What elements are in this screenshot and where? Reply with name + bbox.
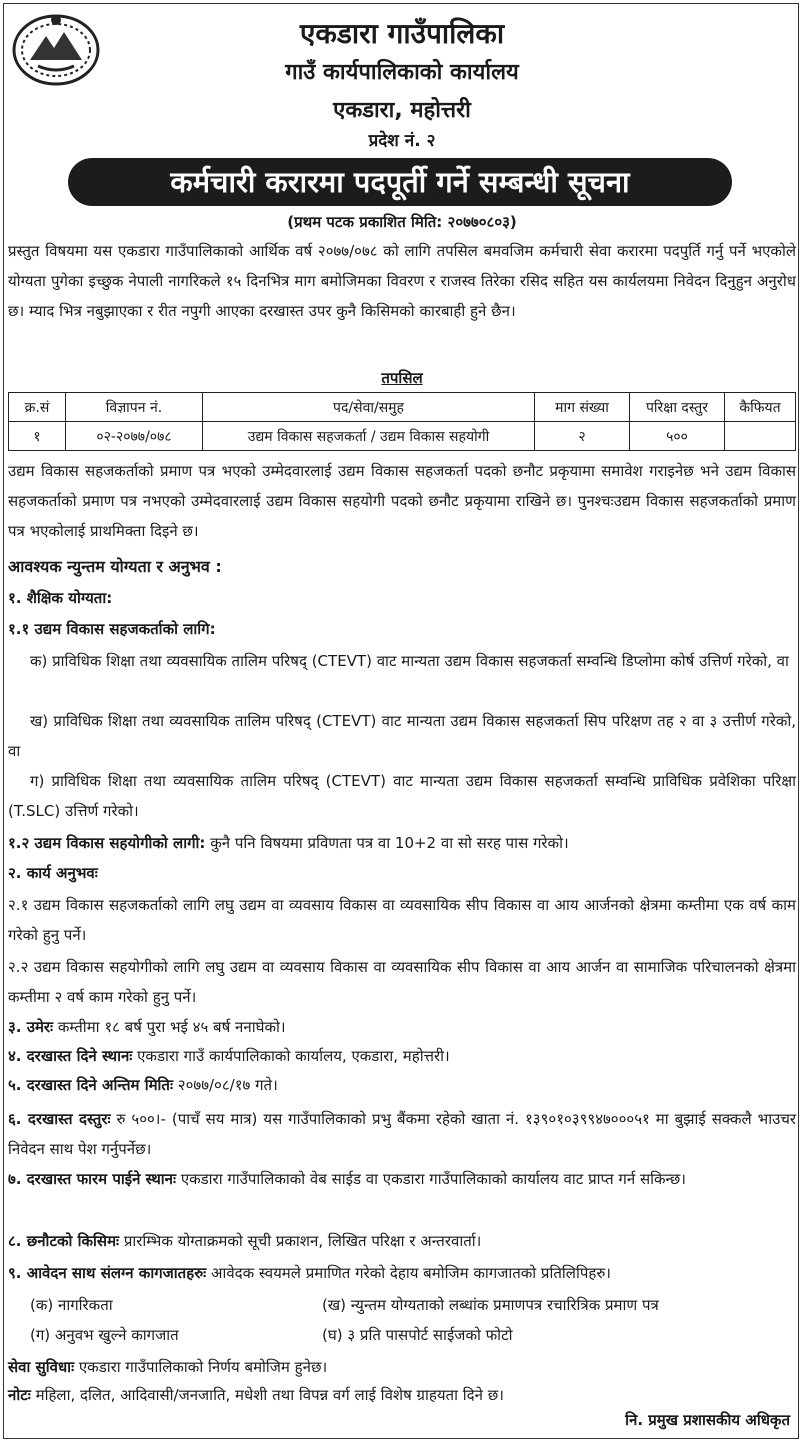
table-cell: २ [535, 422, 630, 451]
intro-paragraph: प्रस्तुत विषयमा यस एकडारा गाउँपालिकाको आर्थिक वर्ष २०७७/०७८ को लागि तपसिल बमवजिम कर्मचारी सेवा करारमा पदपुर्ति गर्नु पर्ने भएकोले योग्यता पुगेका इच्छुक नेपाली नागरिकले १५ दिनभित्र माग बमोजिमका विवरण र राजस्व तिरेका रसिद सहित यस कार्यलयमा निवेदन दिनुहुन अनुरोध छ। म्याद भित्र नबुझाएका र रीत नपुगी आएका दरखास्त उपर कुनै किसिमको कारबाही हुने छैन। [8, 242, 796, 320]
table-cell: ०२-२०७७/०७८ [66, 422, 203, 451]
deadline-label: ५. दरखास्त दिने अन्तिम मितिः [8, 1076, 174, 1094]
deadline-text: २०७७/०८/१७ गते। [177, 1076, 278, 1094]
publish-date: (प्रथम पटक प्रकाशित मिति: २०७७०८०३) [287, 213, 517, 231]
fee-text: रु ५००।- (पाचँ सय मात्र) यस गाउँपालिकाको प्रभु बैंकमा रहेको खाता नं. १३९०१०३९९४७०००५१ मा बुझाई सक्कलै भाउचर निवेदन साथ पेश गर्नुपर्नेछ। [8, 1110, 796, 1158]
section-1-1: १.१ उद्यम विकास सहजकर्ताको लागि: [8, 620, 216, 638]
fee-label: ६. दरखास्त दस्तुरः [8, 1110, 111, 1128]
age-text: कम्तीमा १८ बर्ष पुरा भई ४५ बर्ष ननाघेको। [57, 1018, 286, 1036]
place-row [8, 1043, 450, 1069]
place-text: एकडारा गाउँ कार्यपालिकाको कार्यालय, एकडारा, महोत्तरी। [137, 1047, 450, 1065]
documents-row [8, 1260, 611, 1286]
table-header-cell: क्र.सं [9, 393, 66, 422]
place-label: ४. दरखास्त दिने स्थानः [8, 1047, 133, 1065]
doc-item-gha: (घ) ३ प्रति पासपोर्ट साईजको फोटो [322, 1326, 513, 1344]
documents-label: ९. आवेदन साथ संलग्न कागजातहरुः [8, 1264, 207, 1282]
table-cell: उद्यम विकास सहजकर्ता / उद्यम विकास सहयोगी [203, 422, 535, 451]
qualification-ga: ग) प्राविधिक शिक्षा तथा व्यवसायिक तालिम परिषद् (CTEVT) वाट मान्यता उद्यम विकास सहजकर्ता सम्वन्धि प्राविधिक प्रवेशिका परिक्षा (T.SLC) उत्तिर्ण गरेको। [8, 772, 796, 820]
note-text: महिला, दलित, आदिवासी/जनजाति, मधेशी तथा विपन्न वर्ग लाई विशेष ग्राहयता दिने छ। [35, 1386, 504, 1404]
form-label: ७. दरखास्त फारम पाईने स्थानः [8, 1170, 177, 1188]
section-1-2-label: १.२ उद्यम विकास सहयोगीको लागी: [8, 834, 206, 852]
documents-text: आवेदक स्वयमले प्रमाणित गरेको देहाय बमोजिम कागजातको प्रतिलिपिहरु। [210, 1264, 611, 1282]
selection-text: प्रारम्भिक योग्ताक्रमको सूची प्रकाशन, लिखित परिक्षा र अन्तरवार्ता। [123, 1232, 482, 1250]
service-text: एकडारा गाउँपालिकाको निर्णय बमोजिम हुनेछ। [78, 1358, 328, 1376]
table-header-cell: कैफियत [725, 393, 796, 422]
service-label: सेवा सुविधाः [8, 1358, 75, 1376]
notice-title: कर्मचारी करारमा पदपूर्ती गर्ने सम्बन्धी सूचना [68, 158, 732, 206]
service-row [8, 1354, 327, 1380]
section-education: १. शैक्षिक योग्यता: [8, 589, 113, 607]
section-experience: २. कार्य अनुभवः [8, 864, 98, 882]
vacancy-table [8, 392, 796, 451]
selection-label: ८. छनौटको किसिमः [8, 1232, 120, 1250]
office-name: गाउँ कार्यपालिकाको कार्यालय [285, 60, 519, 85]
table-cell: १ [9, 422, 66, 451]
table-cell [725, 422, 796, 451]
signature: नि. प्रमुख प्रशासकीय अधिकृत [625, 1411, 790, 1429]
requirements-heading: आवश्यक न्युन्तम योग्यता र अनुभव : [8, 557, 222, 576]
experience-2-1: २.१ उद्यम विकास सहजकर्ताको लागि लघु उद्यम वा व्यवसाय विकास वा व्यवसायिक सीप विकास वा आय आर्जनको क्षेत्रमा कम्तीमा एक वर्ष काम गरेको हुनु पर्ने। [8, 896, 796, 944]
section-1-2 [8, 830, 569, 856]
table-header-cell: परिक्षा दस्तुर [630, 393, 725, 422]
fee-row [8, 1104, 796, 1164]
experience-2-2: २.२ उद्यम विकास सहयोगीको लागि लघु उद्यम वा व्यवसाय विकास वा व्यवसायिक सीप विकास वा आय आर्जन वा सामाजिक परिचालनको क्षेत्रमा कम्तीमा २ वर्ष काम गरेको हुनु पर्ने। [8, 958, 796, 1006]
form-text: एकडारा गाउँपालिकाको वेब साईड वा एकडारा गाउँपालिकाको कार्यालय वाट प्राप्त गर्न सकिन्छ। [180, 1170, 686, 1188]
table-header-cell: विज्ञापन नं. [66, 393, 203, 422]
province-number: प्रदेश नं. २ [368, 131, 436, 151]
municipality-name: एकडारा गाउँपालिका [299, 17, 505, 50]
office-location: एकडारा, महोत्तरी [333, 98, 471, 123]
table-header-cell: पद/सेवा/समुह [203, 393, 535, 422]
doc-item-kha: (ख) न्युन्तम योग्यताको लब्धांक प्रमाणपत्र रचारित्रिक प्रमाण पत्र [322, 1296, 659, 1314]
doc-item-ga: (ग) अनुवभ खुल्ने कागजात [30, 1326, 179, 1344]
section-1-2-text: कुनै पनि विषयमा प्रविणता पत्र वा 10+2 वा सो सरह पास गरेको। [210, 834, 569, 852]
table-cell: ५०० [630, 422, 725, 451]
table-header-cell: माग संख्या [535, 393, 630, 422]
form-row [8, 1164, 796, 1194]
table-row [9, 422, 796, 451]
deadline-row [8, 1072, 278, 1098]
note-label: नोटः [8, 1386, 31, 1404]
note-row [8, 1382, 504, 1408]
age-row [8, 1014, 286, 1040]
selection-explanation: उद्यम विकास सहजकर्ताको प्रमाण पत्र भएको उम्मेदवारलाई उद्यम विकास सहजकर्ता पदको छनौट प्रकृयामा समावेश गराइनेछ भने उद्यम विकास सहजकर्ताको प्रमाण पत्र नभएको उम्मेदवारलाई उद्यम विकास सहयोगी पदको छनौट प्रकृयामा राखिने छ। पुनश्चःउद्यम विकास सहजकर्ताको प्रमाण पत्र भएकोलाई प्राथमिक्ता दिइने छ। [8, 462, 796, 540]
selection-row [8, 1228, 481, 1254]
age-label: ३. उमेरः [8, 1018, 54, 1036]
qualification-ka: क) प्राविधिक शिक्षा तथा व्यवसायिक तालिम परिषद् (CTEVT) वाट मान्यता उद्यम विकास सहजकर्ता सम्वन्धि डिप्लोमा कोर्ष उत्तिर्ण गरेको, वा [30, 652, 789, 670]
qualification-kha: ख) प्राविधिक शिक्षा तथा व्यवसायिक तालिम परिषद् (CTEVT) वाट मान्यता उद्यम विकास सहजकर्ता सिप परिक्षण तह २ वा ३ उत्तीर्ण गरेको, वा [8, 712, 796, 760]
doc-item-ka: (क) नागरिकता [30, 1296, 113, 1314]
table-caption: तपसिल [381, 369, 423, 387]
table-header-row [9, 393, 796, 422]
